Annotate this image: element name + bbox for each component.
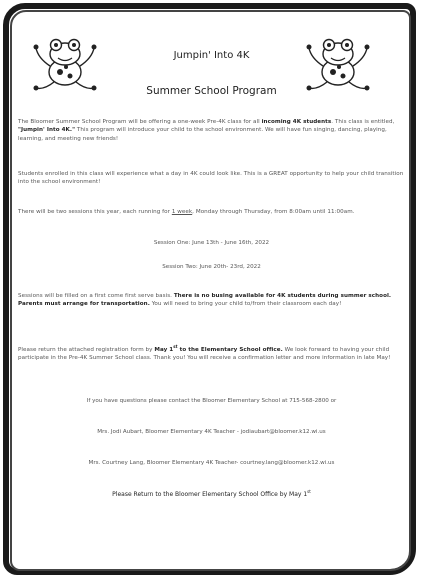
p1-bold-incoming: incoming 4K students (261, 119, 332, 125)
page-title: Jumpin' Into 4K (173, 50, 250, 61)
session-one: Session One: June 13th - June 16th, 2022 (153, 240, 270, 246)
p5-text-d: We look forward to having your child participate in the Pre-4K Summer School class. Thank you! You will receive a confirmation letter and more information in late May! (18, 346, 391, 362)
teacher-one-contact: Mrs. Jodi Aubart, Bloomer Elementary 4K Teacher - jodiaubart@bloomer.k12.wi.us (97, 429, 326, 435)
page-subtitle: Summer School Program (146, 85, 277, 97)
p5-deadline (154, 344, 178, 353)
p5-deadline-sup: st (173, 344, 178, 349)
p5-deadline-date: May 1 (154, 346, 174, 353)
return-notice-text: Please Return to the Bloomer Elementary School Office by May 1 (112, 491, 308, 498)
p3-text-c: , Monday through Thursday, from 8:00am until 11:00am. (192, 209, 355, 215)
p4-text-a: Sessions will be filled on a first come first serve basis. (18, 293, 174, 299)
contact-line: If you have questions please contact the Bloomer Elementary School at 715-568-2800 or (86, 398, 337, 404)
p1-text-a: The Bloomer Summer School Program will be offering a one-week Pre-4K class for all (18, 119, 262, 125)
p1-program-name: "Jumpin' Into 4K." (18, 127, 76, 134)
p3-duration: 1 week (171, 209, 193, 215)
intro-paragraph (18, 118, 405, 143)
return-notice (0, 489, 423, 498)
p3-text-a: There will be two sessions this year, each running for (18, 209, 172, 215)
teacher-two-contact: Mrs. Courtney Lang, Bloomer Elementary 4K Teacher- courtney.lang@bloomer.k12.wi.us (88, 460, 335, 466)
p4-text-c: You will need to bring your child to/from their classroom each day! (149, 301, 342, 308)
p1-text-e: This program will introduce your child to the school environment. We will have fun singing, dancing, playing, learning, and meeting new friends! (18, 127, 387, 142)
return-notice-sup: st (307, 489, 311, 494)
registration-paragraph (18, 344, 405, 363)
transport-paragraph (18, 292, 405, 309)
p5-office: to the Elementary School office. (177, 346, 283, 353)
session-two: Session Two: June 20th- 23rd, 2022 (162, 264, 261, 270)
experience-paragraph: Students enrolled in this class will experience what a day in 4K could look like. This is a GREAT opportunity to help your child transition into the school environment! (18, 171, 404, 186)
sessions-paragraph (18, 208, 405, 216)
p1-text-c: . This class is entitled, (331, 119, 395, 125)
p5-text-a: Please return the attached registration form by (18, 346, 155, 353)
p4-busing-note: There is no busing available for 4K students during summer school. Parents must arrange for transportation. (18, 293, 392, 308)
